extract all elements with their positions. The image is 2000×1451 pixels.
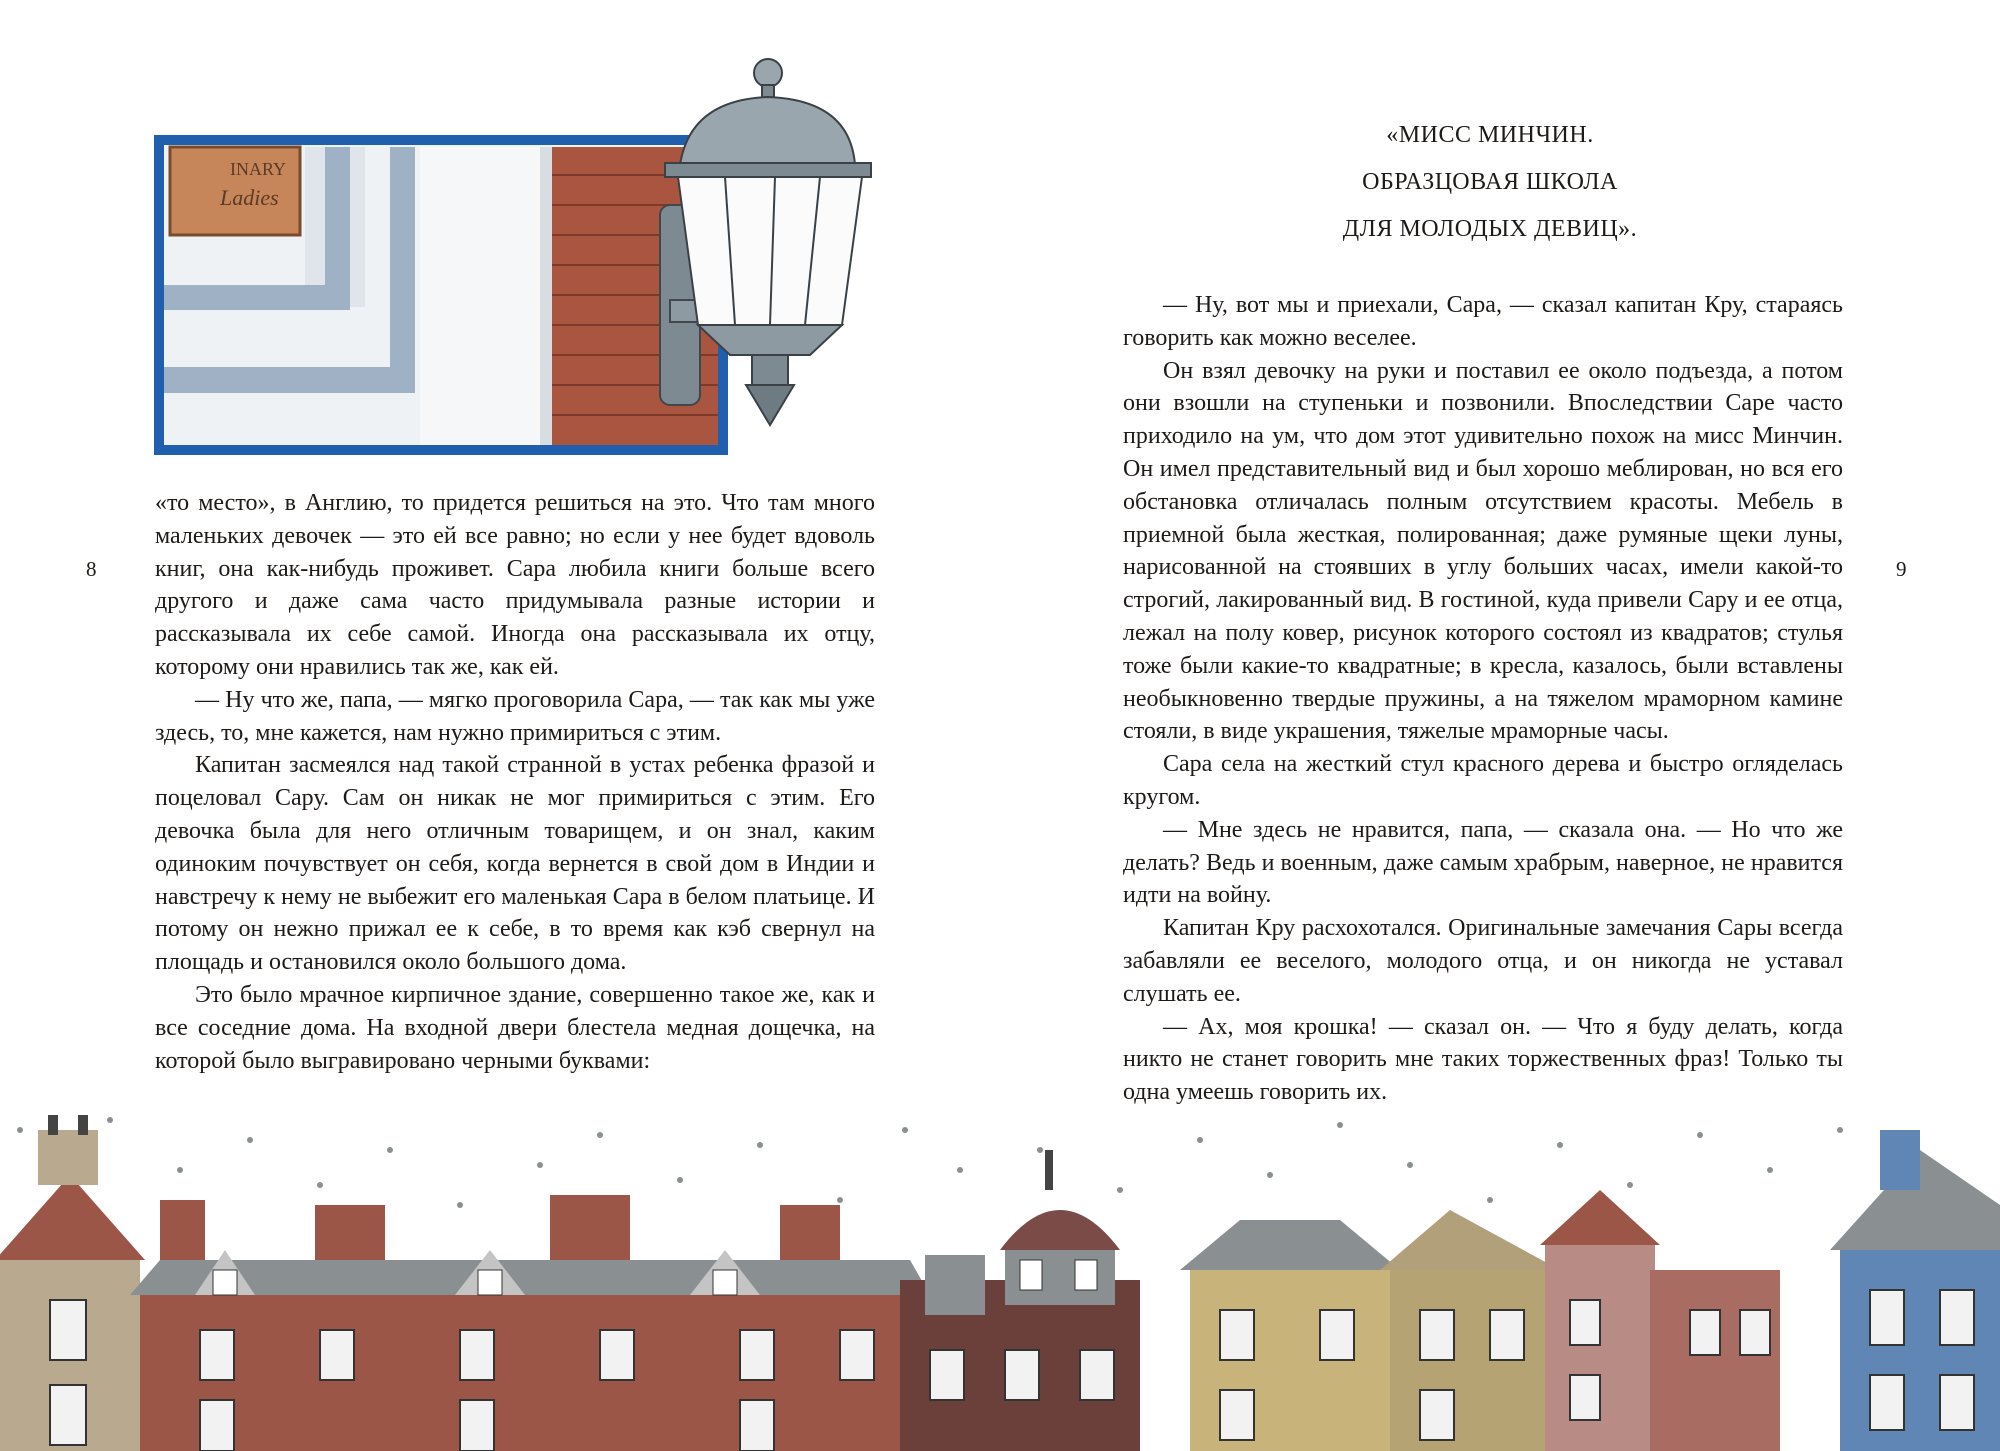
rooftops-illustration [0, 1110, 2000, 1451]
house-row-pink [1540, 1190, 1780, 1451]
page-number-left: 8 [86, 557, 97, 581]
dome-tower [900, 1150, 1140, 1451]
paragraph: — Ну что же, папа, — мягко проговорила Сара, — так как мы уже здесь, то, мне кажется, нам нужно примириться с этим. [155, 686, 875, 746]
paragraph: — Ах, моя крошка! — сказал он. — Что я буду делать, когда никто не станет говорить мне таких торжественных фраз! Только ты одна умеешь говорить их. [1123, 1013, 1843, 1106]
house-row-grey [130, 1195, 930, 1451]
house-left [0, 1115, 145, 1451]
window-lamp-illustration [150, 55, 910, 455]
paragraph: «то место», в Англию, то придется решиться на это. Что там много маленьких девочек — это ей все равно; но если у нее будет вдоволь книг, она как-нибудь проживет. Сара любила книги больше всего другого и даже сама часто придумывала разные истории и рассказывала их себе самой. Иногда она рассказывала их отцу, которому они нравились так же, как ей. [155, 490, 875, 680]
school-sign [1130, 112, 1850, 253]
right-page-text [1123, 289, 1843, 1109]
house-row-yellow [1180, 1210, 1560, 1451]
paragraph: — Ну, вот мы и приехали, Сара, — сказал капитан Кру, стараясь говорить как можно веселее. [1123, 292, 1843, 351]
page-number-right: 9 [1896, 557, 1907, 581]
left-page-text [155, 487, 875, 1077]
sign-line-1: «МИСС МИНЧИН. [1386, 122, 1594, 148]
paragraph: — Мне здесь не нравится, папа, — сказала она. — Но что же делать? Ведь и военным, даже самым храбрым, наверное, не нравится идти на войну. [1123, 816, 1843, 909]
plaque-text-1: INARY [230, 159, 287, 179]
plaque-text-2: Ladies [220, 185, 279, 210]
sign-line-3: ДЛЯ МОЛОДЫХ ДЕВИЦ». [1342, 216, 1638, 242]
paragraph: Он взял девочку на руки и поставил ее около подъезда, а потом они взошли на ступеньки и позвонили. Впоследствии Саре часто приходило на ум, что дом этот удивительно похож на мисс Минчин. Он имел представительный вид и был хорошо меблирован, но вся его обстановка отличалась полным отсутствием красоты. Мебель в приемной была жесткая, полированная; даже румяные щеки луны, нарисованной на стоявших в углу больших часах, имели какой-то строгий, лакированный вид. В гостиной, куда привели Сару и ее отца, лежал на полу ковер, рисунок которого состоял из квадратов; стулья тоже были какие-то квадратные; в кресла, казалось, были вставлены необыкновенно твердые пружины, а на тяжелом мраморном камине стояли, в виде украшения, тяжелые мраморные часы. [1123, 357, 1843, 745]
paragraph: Это было мрачное кирпичное здание, совершенно такое же, как и все соседние дома. На входной двери блестела медная дощечка, на которой было выгравировано черными буквами: [155, 981, 875, 1074]
paragraph: Капитан Кру расхохотался. Оригинальные замечания Сары всегда забавляли ее веселого, молодого отца, и он никогда не уставал слушать ее. [1123, 915, 1843, 1007]
paragraph: Капитан засмеялся над такой странной в устах ребенка фразой и поцеловал Сару. Сам он никак не мог примириться с этим. Его девочка была для него отличным товарищем, и он знал, каким одиноким почувствует он себя, когда вернется в свой дом в Индии и навстречу к нему не выбежит его маленькая Сара в белом платьице. И потому он нежно прижал ее к себе, в то время как кэб свернул на площадь и остановился около большого дома. [155, 752, 875, 976]
sign-line-2: ОБРАЗЦОВАЯ ШКОЛА [1362, 169, 1618, 195]
house-blue [1830, 1130, 2000, 1451]
paragraph: Сара села на жесткий стул красного дерева и быстро огляделась кругом. [1123, 751, 1843, 810]
